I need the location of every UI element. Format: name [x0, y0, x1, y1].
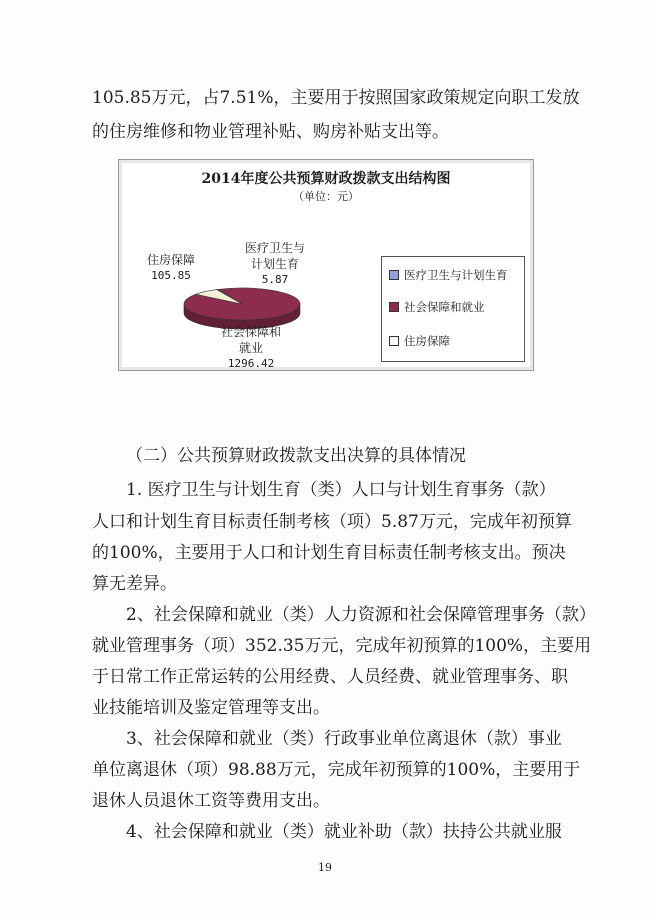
social-label [221, 324, 281, 372]
chart-legend [381, 256, 525, 362]
social-name-1: 社会保障和 [221, 325, 282, 339]
chart-subtitle: （单位：元） [293, 190, 359, 203]
legend-label: 社会保障和就业 [404, 300, 485, 314]
medical-value: 5.87 [261, 273, 289, 286]
legend-item-housing [389, 333, 450, 349]
medical-label [245, 240, 305, 288]
paragraph-line: 3、社会保障和就业（类）行政事业单位离退休（款）事业 [126, 729, 562, 749]
housing-value: 105.85 [151, 269, 191, 282]
legend-item-medical [389, 267, 508, 283]
chart-title: 2014年度公共预算财政拨款支出结构图 [201, 171, 451, 187]
section-heading: （二）公共预算财政拨款支出决算的具体情况 [126, 446, 466, 466]
paragraph-line: 退休人员退休工资等费用支出。 [92, 791, 330, 811]
paragraph-line: 105.85万元，占7.51%，主要用于按照国家政策规定向职工发放 [92, 88, 580, 108]
social-name-2: 就业 [239, 341, 264, 355]
medical-name-1: 医疗卫生与 [245, 241, 306, 255]
paragraph-line: 的100%，主要用于人口和计划生育目标责任制考核支出。预决 [92, 543, 566, 563]
legend-swatch-housing [389, 336, 399, 346]
paragraph-line: 于日常工作正常运转的公用经费、人员经费、就业管理事务、职 [92, 667, 568, 687]
paragraph-line: 单位离退休（项）98.88万元，完成年初预算的100%，主要用于 [92, 760, 581, 780]
paragraph-line: 人口和计划生育目标责任制考核（项）5.87万元，完成年初预算 [92, 512, 572, 532]
housing-label [147, 252, 195, 284]
medical-name-2: 计划生育 [251, 257, 300, 271]
housing-name: 住房保障 [147, 253, 196, 267]
legend-label: 医疗卫生与计划生育 [404, 268, 508, 282]
pie-chart [118, 159, 534, 371]
paragraph-line: 2、社会保障和就业（类）人力资源和社会保障管理事务（款） [126, 605, 596, 625]
legend-label: 住房保障 [404, 334, 450, 348]
paragraph-line: 的住房维修和物业管理补贴、购房补贴支出等。 [92, 122, 449, 142]
paragraph-line: 4、社会保障和就业（类）就业补助（款）扶持公共就业服 [126, 822, 562, 842]
legend-swatch-social [389, 302, 399, 312]
legend-item-social [389, 299, 485, 315]
social-value: 1296.42 [227, 357, 275, 370]
paragraph-line: 业技能培训及鉴定管理等支出。 [92, 698, 330, 718]
paragraph-line: 就业管理事务（项）352.35万元，完成年初预算的100%，主要用 [92, 636, 592, 656]
paragraph-line: 算无差异。 [92, 574, 177, 594]
page-number: 19 [318, 861, 332, 874]
paragraph-line: 1. 医疗卫生与计划生育（类）人口与计划生育事务（款） [126, 480, 556, 500]
legend-swatch-medical [389, 270, 399, 280]
